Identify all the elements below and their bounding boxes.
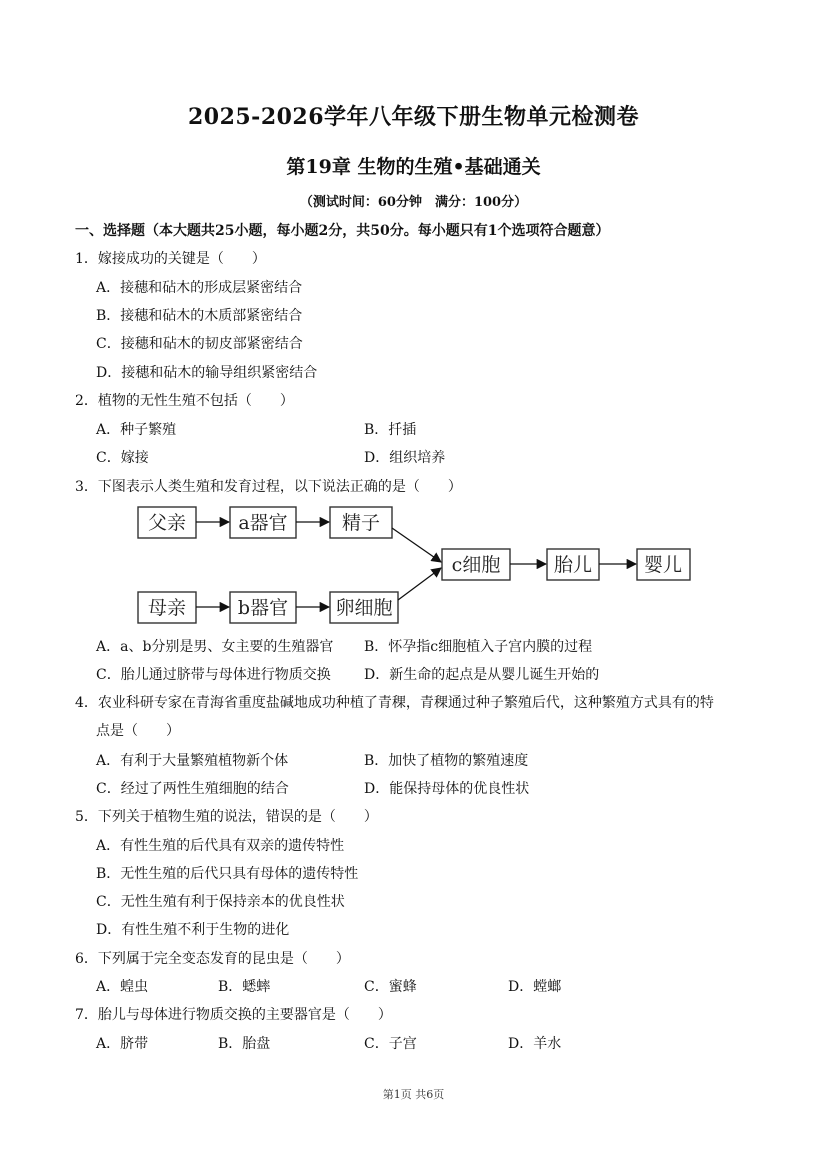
question-stem: 4．农业科研专家在青海省重度盐碱地成功种植了青稞，青稞通过种子繁殖后代，这种繁殖方式具有的特 [75,695,714,711]
option: D．有性生殖不利于生物的进化 [96,922,290,938]
option: B．怀孕指c细胞植入子宫内膜的过程 [364,639,593,655]
option: C．经过了两性生殖细胞的结合 [96,781,289,797]
mother-label: 母亲 [147,597,187,619]
option: A．蝗虫 [96,979,149,995]
question-stem: 2．植物的无性生殖不包括（ ） [75,393,294,409]
b-organ-label: b器官 [237,597,289,619]
option: B．蟋蟀 [218,979,271,995]
a-organ-label: a器官 [238,512,288,534]
option: C．胎儿通过脐带与母体进行物质交换 [96,667,331,683]
option: B．扦插 [364,422,417,438]
c-cell-label: c细胞 [451,554,501,576]
option: B．胎盘 [218,1036,271,1052]
question-stem: 7．胎儿与母体进行物质交换的主要器官是（ ） [75,1007,392,1023]
option: A．接穗和砧木的形成层紧密结合 [96,280,303,296]
option: C．子宫 [364,1036,417,1052]
option: C．无性生殖有利于保持亲本的优良性状 [96,894,345,910]
page-title: 2025-2026学年八年级下册生物单元检测卷 [187,104,640,130]
option: D．接穗和砧木的输导组织紧密结合 [96,365,318,381]
option: D．能保持母体的优良性状 [364,781,530,797]
arrow [392,528,441,562]
reproduction-flow-diagram [130,500,700,630]
option: B．无性生殖的后代只具有母体的遗传特性 [96,866,359,882]
fetus-label: 胎儿 [553,554,593,576]
father-label: 父亲 [147,512,187,534]
option: A．脐带 [96,1036,149,1052]
option: D．组织培养 [364,450,446,466]
arrow [398,568,441,600]
option: D．螳螂 [508,979,562,995]
option: A．种子繁殖 [96,422,177,438]
question-stem: 3．下图表示人类生殖和发育过程，以下说法正确的是（ ） [75,479,462,495]
option: A．a、b分别是男、女主要的生殖器官 [96,639,334,655]
question-stem: 1．嫁接成功的关键是（ ） [75,251,266,267]
option: B．加快了植物的繁殖速度 [364,753,529,769]
option: C．接穗和砧木的韧皮部紧密结合 [96,336,303,352]
option: A．有性生殖的后代具有双亲的遗传特性 [96,838,345,854]
sperm-label: 精子 [341,512,381,534]
chapter-subtitle: 第19章 生物的生殖•基础通关 [286,156,541,178]
exam-meta: （测试时间：60分钟 满分：100分） [299,195,528,210]
baby-label: 婴儿 [643,554,683,576]
option: C．嫁接 [96,450,149,466]
question-stem: 5．下列关于植物生殖的说法，错误的是（ ） [75,809,378,825]
section-heading: 一、选择题（本大题共25小题，每小题2分，共50分。每小题只有1个选项符合题意） [75,223,610,239]
egg-label: 卵细胞 [335,597,393,619]
option: D．新生命的起点是从婴儿诞生开始的 [364,667,600,683]
option: D．羊水 [508,1036,562,1052]
option: B．接穗和砧木的木质部紧密结合 [96,308,303,324]
option: C．蜜蜂 [364,979,417,995]
page-footer: 第1页 共6页 [382,1088,445,1101]
option: A．有利于大量繁殖植物新个体 [96,753,289,769]
question-stem-continued: 点是（ ） [96,723,180,739]
question-stem: 6．下列属于完全变态发育的昆虫是（ ） [75,951,350,967]
